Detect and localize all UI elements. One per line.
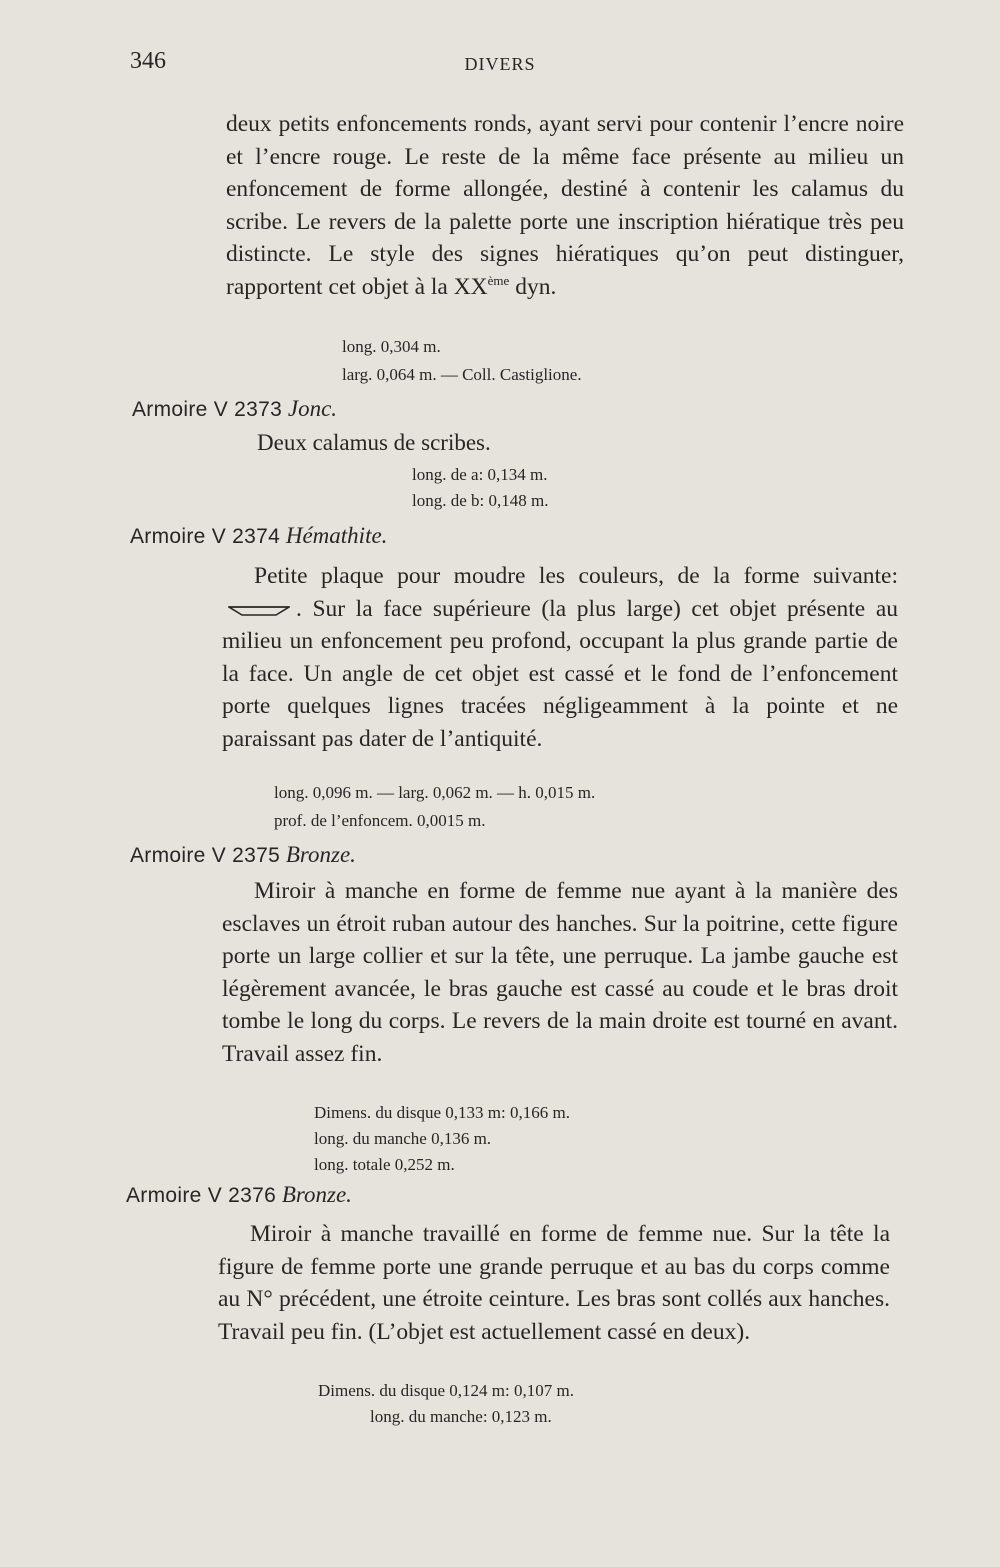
entry-heading-2375 <box>130 842 356 868</box>
description-text: Miroir à manche travaillé en forme de femme nue. Sur la tête la figure de femme porte une grande perruque et au bas du corps comme au N° précédent, une étroite ceinture. Les bras sont collés aux hanches. Travail peu fin. (L’objet est actuellement cassé en deux). <box>218 1221 890 1345</box>
entry-dim-2375-c: long. totale 0,252 m. <box>314 1155 455 1174</box>
description-part-2: . Sur la face supérieure (la plus large) cet objet présente au milieu un enfoncement peu profond, occupant la plus grande partie de la face. Un angle de cet objet est cassé et le fond de l’enfoncement porte quelques lignes tracées négligeamment à la pointe et ne paraissant pas dater de l’antiquité. <box>222 595 898 752</box>
page-number: 346 <box>130 48 166 74</box>
entry-dim-2376-a: Dimens. du disque 0,124 m: 0,107 m. <box>318 1381 574 1400</box>
entry-heading-2374 <box>130 523 387 549</box>
entry-label: Armoire V 2373 <box>132 398 283 421</box>
entry-dim-2373-b: long. de b: 0,148 m. <box>412 491 549 510</box>
entry-heading-2373 <box>132 396 337 422</box>
entry-dim-2374-a: long. 0,096 m. — larg. 0,062 m. — h. 0,015 m. <box>274 783 596 802</box>
description-part-1: Petite plaque pour moudre les couleurs, de la forme suivante: <box>254 563 898 589</box>
entry-label: Armoire V 2375 <box>130 844 281 867</box>
description-text: Miroir à manche en forme de femme nue ayant à la manière des esclaves un étroit ruban autour des hanches. Sur la poitrine, cette figure porte un large collier et sur la tête, une perruque. La jambe gauche est légèrement avancée, le bras gauche est cassé au coude et le bras droit tombe le long du corps. Le revers de la main droite est tourné en avant. Travail assez fin. <box>222 878 898 1067</box>
continuation-paragraph <box>226 108 904 303</box>
continuation-text-end: dyn. <box>509 273 557 300</box>
running-title: DIVERS <box>464 54 536 74</box>
entry-description-2375 <box>222 875 898 1070</box>
entry-dim-2376-b: long. du manche: 0,123 m. <box>370 1407 552 1426</box>
entry-material: Bronze. <box>281 1182 352 1207</box>
entry-dim-2375-b: long. du manche 0,136 m. <box>314 1129 492 1148</box>
entry-material: Bronze. <box>285 842 356 867</box>
continuation-dim-2: larg. 0,064 m. — Coll. Castiglione. <box>342 365 582 384</box>
entry-heading-2376 <box>126 1182 352 1208</box>
entry-description-2376 <box>218 1218 890 1348</box>
entry-dim-2373-a: long. de a: 0,134 m. <box>412 465 548 484</box>
entry-label: Armoire V 2374 <box>130 525 281 548</box>
entry-material: Hémathite. <box>285 523 388 548</box>
entry-description-2374 <box>222 560 898 755</box>
entry-material: Jonc. <box>287 396 338 421</box>
continuation-text: deux petits enfoncements ronds, ayant servi pour contenir l’encre noire et l’encre rouge. Le reste de la même face présente au milieu un enfoncement de forme allongée, destiné à contenir les calamus du scribe. Le revers de la palette porte une inscription hiératique très peu distincte. Le style des signes hiératiques qu’on peut distinguer, rapportent cet objet à la XX <box>226 111 904 300</box>
entry-dim-2375-a: Dimens. du disque 0,133 m: 0,166 m. <box>314 1103 570 1122</box>
entry-description-2373: Deux calamus de scribes. <box>257 430 491 455</box>
superscript-eme: ème <box>487 272 510 288</box>
entry-label: Armoire V 2376 <box>126 1184 277 1207</box>
continuation-dim-1: long. 0,304 m. <box>342 337 441 356</box>
entry-dim-2374-b: prof. de l’enfoncem. 0,0015 m. <box>274 811 486 830</box>
trapezoid-plate-profile-icon <box>228 602 290 618</box>
